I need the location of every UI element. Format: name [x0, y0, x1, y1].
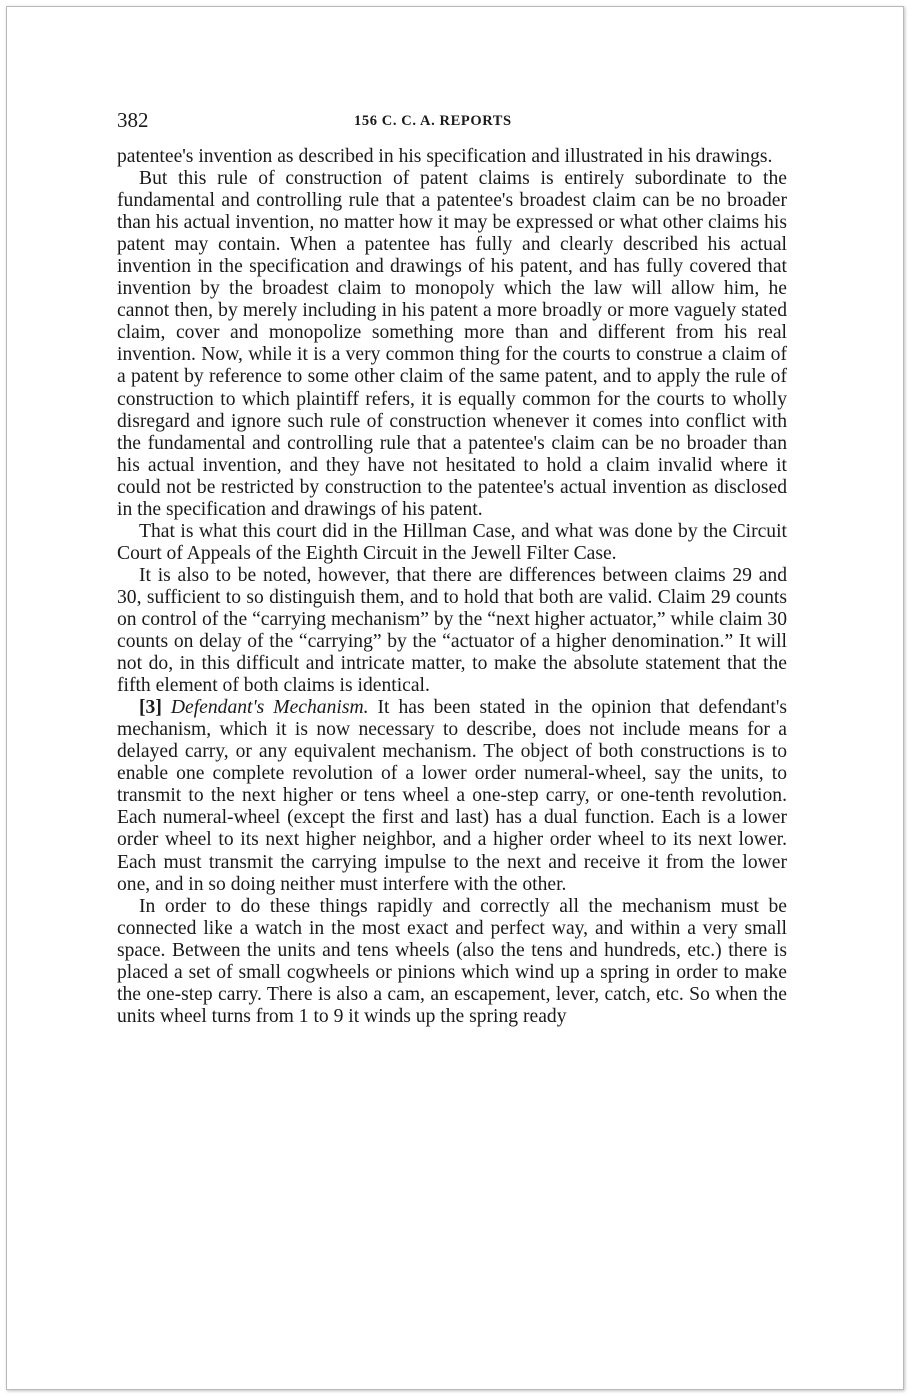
paragraph [117, 521, 787, 565]
paragraph-text: It has been stated in the opinion that defendant's mechanism, which it is now necessary to describe, does not include means for a delayed carry, or any equivalent mechanism. The object of both constructions is to enable one complete revolution of a lower order numeral-wheel, say the units, to transmit to the next higher or tens wheel a one-step carry, or one-tenth revolution. Each numeral-wheel (except the first and last) has a dual function. Each is a lower order wheel to its next higher neighbor, and a higher order wheel to its next lower. Each must transmit the carrying impulse to the next and receive it from the lower one, and in so doing neither must interfere with the other. [117, 697, 788, 895]
paragraph-text: It is also to be noted, however, that there are differences between claims 29 and 30, sufficient to so distinguish them, and to hold that both are valid. Claim 29 counts on control of the “carrying mechanism” by the “next higher actuator,” while claim 30 counts on delay of the “carrying” by the “actuator of a higher denomination.” It will not do, in this difficult and intricate matter, to make the absolute statement that the fifth element of both claims is identical. [117, 564, 787, 697]
page-header [117, 106, 787, 146]
running-head: 156 C. C. A. REPORTS [354, 113, 512, 129]
page-number: 382 [117, 108, 149, 132]
paragraph-text: In order to do these things rapidly and correctly all the mechanism must be connected like a watch in the most exact and perfect way, and within a very small space. Between the units and tens wheels (also the tens and hundreds, etc.) there is placed a set of small cogwheels or pinions which wind up a spring in order to make the one-step carry. There is also a cam, an escapement, lever, catch, etc. So when the units wheel turns from 1 to 9 it winds up the spring ready [117, 895, 787, 1027]
section-heading: Defendant's Mechanism. [170, 697, 369, 719]
headnote-marker: [3] [139, 697, 162, 719]
paragraph [117, 697, 787, 895]
paragraph [117, 896, 787, 1028]
paragraph-continued [117, 146, 787, 168]
paragraph [117, 168, 787, 521]
paragraph-text: That is what this court did in the Hillman Case, and what was done by the Circuit Court of Appeals of the Eighth Circuit in the Jewell Filter Case. [117, 520, 787, 564]
document-page [117, 106, 787, 1028]
paragraph-text: patentee's invention as described in his specification and illustrated in his drawings. [117, 146, 773, 167]
document-body [117, 146, 787, 1028]
paragraph-text: But this rule of construction of patent claims is entirely subordinate to the fundamental and controlling rule that a patentee's broadest claim can be no broader than his actual invention, no matter how it may be expressed or what other claims his patent may contain. When a patentee has fully and clearly described his actual invention in the specification and drawings of his patent, and has fully covered that invention by the broadest claim to monopoly which the law will allow him, he cannot then, by merely including in his patent a more broadly or more vaguely stated claim, cover and monopolize something more than and different from his real invention. Now, while it is a very common thing for the courts to construe a claim of a patent by reference to some other claim of the same patent, and to apply the rule of construction to which plaintiff refers, it is equally common for the courts to wholly disregard and ignore such rule of construction whenever it comes into conflict with the fundamental and controlling rule that a patentee's claim can be no broader than his actual invention, and they have not hesitated to hold a claim invalid where it could not be restricted by construction to the patentee's actual invention as disclosed in the specification and drawings of his patent. [117, 168, 787, 520]
paragraph [117, 565, 787, 697]
